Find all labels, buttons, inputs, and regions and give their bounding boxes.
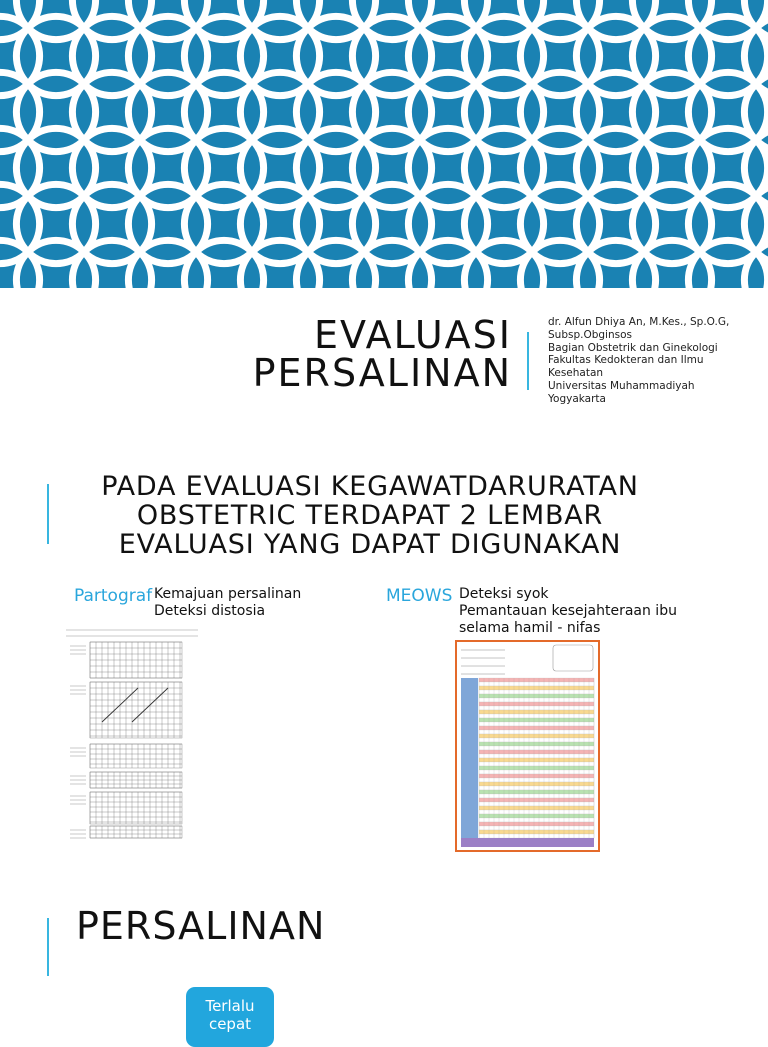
author-line: Universitas Muhammadiyah	[548, 379, 695, 392]
meows-item: Pemantauan kesejahteraan ibu	[459, 603, 677, 619]
partograf-item: Deteksi distosia	[154, 603, 266, 619]
author-info	[548, 316, 748, 406]
heading-line: PADA EVALUASI KEGAWATDARURATAN	[101, 471, 639, 502]
author-line: dr. Alfun Dhiya An, M.Kes., Sp.O.G,	[548, 316, 730, 328]
title-line-2: PERSALINAN	[252, 351, 512, 395]
meows-item: selama hamil - nifas	[459, 620, 601, 636]
meows-label: MEOWS	[386, 586, 453, 606]
section-accent-bar	[47, 484, 49, 544]
circle-lattice-pattern	[0, 0, 768, 288]
title-divider	[527, 332, 529, 390]
meows-chart-image	[455, 640, 600, 852]
section-accent-bar	[47, 918, 49, 976]
author-line: Fakultas Kedokteran dan Ilmu	[548, 354, 704, 367]
slide2-heading	[60, 472, 680, 559]
title-slide	[0, 288, 768, 418]
presentation-title	[252, 313, 512, 395]
meows-chart-graphic	[457, 642, 598, 850]
author-line: Subsp.Obginsos	[548, 328, 632, 341]
heading-line: OBSTETRIC TERDAPAT 2 LEMBAR	[136, 500, 604, 531]
heading-line: EVALUASI YANG DAPAT DIGUNAKAN	[118, 529, 622, 560]
meows-form	[461, 645, 594, 847]
terlalu-cepat-button[interactable]: Terlalu cepat	[186, 987, 274, 1047]
partograf-label: Partograf	[74, 586, 153, 606]
partograf-chart-image	[62, 628, 200, 840]
partograf-alert-lines	[102, 688, 168, 722]
author-line: Yogyakarta	[548, 392, 606, 405]
slide3-heading: PERSALINAN	[76, 904, 326, 948]
title-line-1: EVALUASI	[314, 313, 512, 357]
hero-pattern	[0, 0, 768, 288]
partograf-grid	[66, 630, 198, 838]
partograf-item: Kemajuan persalinan	[154, 586, 302, 602]
author-line: Kesehatan	[548, 367, 604, 380]
author-line: Bagian Obstetrik dan Ginekologi	[548, 341, 718, 354]
meows-item: Deteksi syok	[459, 586, 549, 602]
